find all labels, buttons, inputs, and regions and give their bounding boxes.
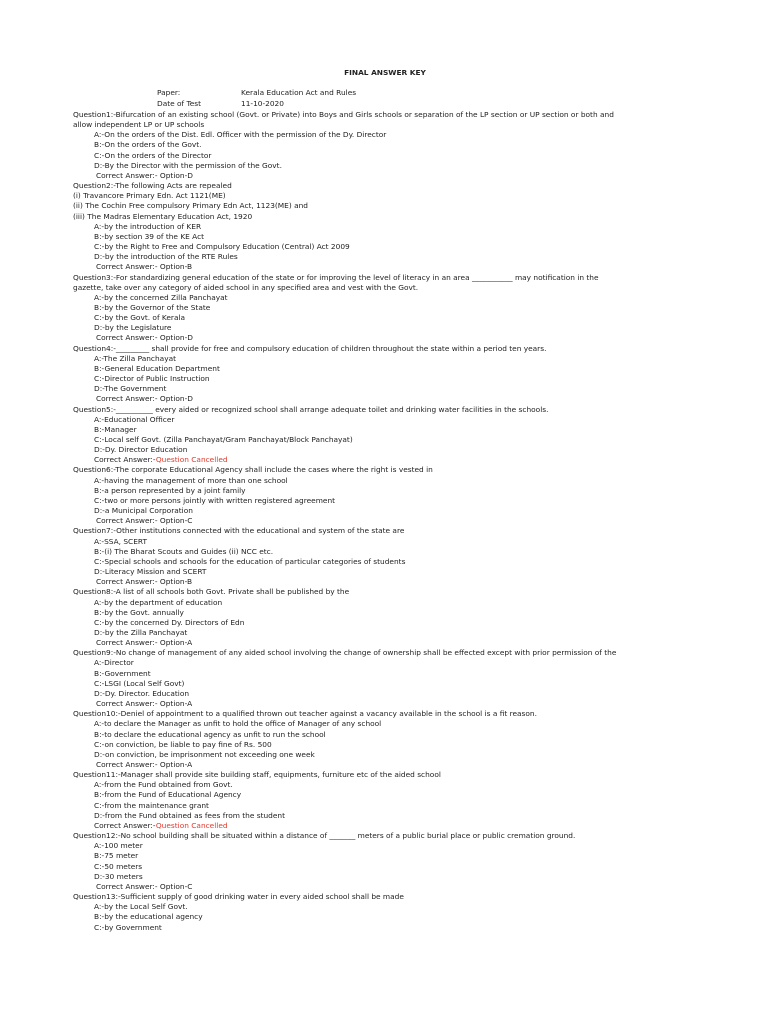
correct-answer-label: Correct Answer:- <box>94 820 156 830</box>
correct-answer-value: Option-D <box>159 333 193 343</box>
correct-answer-value: Option-C <box>159 516 193 526</box>
correct-answer-value: Option-B <box>159 262 193 272</box>
answer-option: B:-to declare the educational agency as unfit to run the school <box>94 729 326 739</box>
answer-option: B:-General Education Department <box>94 363 220 373</box>
correct-answer-label: Correct Answer:- <box>96 760 160 769</box>
correct-answer <box>73 760 685 770</box>
answer-option: D:-from the Fund obtained as fees from the student <box>94 810 285 820</box>
answer-option: A:-SSA, SCERT <box>94 536 147 546</box>
question-text: Question1:-Bifurcation of an existing school (Govt. or Private) into Boys and Girls schools or separation of the LP section or UP section or both and <box>73 110 614 119</box>
answer-option: A:-by the concerned Zilla Panchayat <box>94 292 228 302</box>
answer-option: D:-By the Director with the permission of the Govt. <box>94 160 282 170</box>
answer-option: C:-LSGI (Local Self Govt) <box>94 678 185 688</box>
correct-answer-label: Correct Answer:- <box>96 333 160 343</box>
question-block <box>73 587 685 648</box>
correct-answer-label: Correct Answer:- <box>96 394 160 404</box>
question-text: Question12:-No school building shall be situated within a distance of _______ meters of a public burial place or public cremation ground. <box>73 831 576 841</box>
answer-option: A:-from the Fund obtained from Govt. <box>94 780 233 790</box>
answer-option: D:-by the Zilla Panchayat <box>94 627 188 637</box>
question-text: Question4:-_________ shall provide for free and compulsory education of children throughout the state within a period ten years. <box>73 343 547 353</box>
question-block <box>73 465 685 526</box>
question-block <box>73 770 685 831</box>
answer-option: C:-by Government <box>94 922 162 932</box>
question-text: Question10:-Deniel of appointment to a qualified thrown out teacher against a vacancy available in the school is a fit reason. <box>73 709 537 719</box>
correct-answer-label: Correct Answer:- <box>96 881 160 891</box>
answer-option: A:-by the introduction of KER <box>94 221 202 231</box>
correct-answer-value: Option-A <box>159 638 193 648</box>
answer-option: D:-Dy. Director. Education <box>94 688 190 698</box>
question-text: Question2:-The following Acts are repealed <box>73 181 232 191</box>
date-label: Date of Test <box>157 98 202 108</box>
question-block <box>73 648 685 709</box>
correct-answer-value: Option-B <box>159 577 193 587</box>
answer-option: C:-Director of Public Instruction <box>94 374 210 384</box>
date-value: 11-10-2020 <box>241 98 284 108</box>
question-text: gazette, take over any category of aided school in any specified area and vest with the Govt. <box>73 282 419 292</box>
answer-option: D:-by the introduction of the RTE Rules <box>94 252 238 262</box>
answer-option: A:-100 meter <box>94 841 143 851</box>
answer-option: B:-Government <box>94 668 151 678</box>
question-text: Question13:-Sufficient supply of good drinking water in every aided school shall be made <box>73 892 404 902</box>
document-title: FINAL ANSWER KEY <box>344 68 426 77</box>
answer-option: C:-On the orders of the Director <box>94 150 212 160</box>
correct-answer-label: Correct Answer:- <box>94 455 156 465</box>
answer-option: D:-30 meters <box>94 871 143 881</box>
correct-answer <box>73 577 685 587</box>
answer-option: B:-On the orders of the Govt. <box>94 140 202 150</box>
answer-option: D:-Dy. Director Education <box>94 445 188 455</box>
answer-option: C:-Special schools and schools for the education of particular categories of students <box>94 556 406 566</box>
question-block <box>73 892 685 933</box>
answer-option: D:-on conviction, be imprisonment not exceeding one week <box>94 749 315 759</box>
answer-option: A:-having the management of more than one school <box>94 475 288 485</box>
question-text: (i) Travancore Primary Edn. Act 1121(ME) <box>73 191 226 201</box>
paper-label: Paper: <box>157 88 181 97</box>
correct-answer <box>73 638 685 648</box>
correct-answer <box>73 455 685 465</box>
answer-option: C:-from the maintenance grant <box>94 800 209 810</box>
correct-answer-value: Option-A <box>159 699 193 709</box>
answer-option: A:-On the orders of the Dist. Edl. Officer with the permission of the Dy. Director <box>94 130 387 140</box>
answer-option: B:-75 meter <box>94 851 139 861</box>
answer-option: B:-by the Governor of the State <box>94 302 211 312</box>
answer-option: D:-The Government <box>94 384 167 394</box>
question-text: Question11:-Manager shall provide site building staff, equipments, furniture etc of the aided school <box>73 770 441 780</box>
correct-answer <box>73 333 685 343</box>
question-text: Question7:-Other institutions connected with the educational and system of the state are <box>73 526 405 536</box>
answer-option: A:-The Zilla Panchayat <box>94 353 177 363</box>
correct-answer-label: Correct Answer:- <box>96 638 160 648</box>
answer-option: C:-on conviction, be liable to pay fine of Rs. 500 <box>94 739 272 749</box>
correct-answer <box>73 699 685 709</box>
answer-option: B:-a person represented by a joint family <box>94 485 246 495</box>
paper-value: Kerala Education Act and Rules <box>241 88 357 97</box>
date-row <box>157 99 356 110</box>
answer-option: A:-by the department of education <box>94 597 223 607</box>
correct-answer-label: Correct Answer:- <box>96 262 160 272</box>
correct-answer <box>73 171 685 181</box>
question-block <box>73 709 685 770</box>
correct-answer <box>73 394 685 404</box>
question-block <box>73 273 685 344</box>
correct-answer-label: Correct Answer:- <box>96 577 160 587</box>
answer-option: B:-by the Govt. annually <box>94 607 184 617</box>
correct-answer-value: Option-D <box>159 170 193 180</box>
answer-option: B:-from the Fund of Educational Agency <box>94 790 242 800</box>
answer-option: D:-by the Legislature <box>94 323 172 333</box>
answer-option: B:-by the educational agency <box>94 912 203 922</box>
correct-answer-value: Option-A <box>159 760 193 769</box>
answer-option: C:-by the Govt. of Kerala <box>94 313 186 323</box>
question-text: Question5:-__________ every aided or recognized school shall arrange adequate toilet and drinking water facilities in the schools. <box>73 404 549 414</box>
answer-option: C:-two or more persons jointly with written registered agreement <box>94 495 336 505</box>
answer-option: C:-by the concerned Dy. Directors of Edn <box>94 617 245 627</box>
answer-option: C:-Local self Govt. (Zilla Panchayat/Gram Panchayat/Block Panchayat) <box>94 435 353 444</box>
question-text: Question3:-For standardizing general education of the state or for improving the level of literacy in an area ___________ may notification in the <box>73 272 599 282</box>
correct-answer-label: Correct Answer:- <box>96 170 160 180</box>
paper-row <box>157 88 356 99</box>
answer-option: B:-by section 39 of the KE Act <box>94 231 205 241</box>
question-text: Question6:-The corporate Educational Agency shall include the cases where the right is vested in <box>73 465 433 475</box>
answer-option: A:-Educational Officer <box>94 414 175 424</box>
correct-answer-value: Option-D <box>159 394 193 404</box>
question-text: allow independent LP or UP schools <box>73 120 205 130</box>
question-block <box>73 405 685 466</box>
question-text: Question8:-A list of all schools both Govt. Private shall be published by the <box>73 587 350 597</box>
answer-option: A:-Director <box>94 658 134 668</box>
question-block <box>73 831 685 892</box>
question-block <box>73 181 685 272</box>
correct-answer-label: Correct Answer:- <box>96 516 160 526</box>
answer-option: D:-a Municipal Corporation <box>94 506 193 516</box>
answer-option: B:-(i) The Bharat Scouts and Guides (ii) NCC etc. <box>94 546 274 556</box>
answer-option: C:-by the Right to Free and Compulsory Education (Central) Act 2009 <box>94 242 350 252</box>
correct-answer <box>73 882 685 892</box>
correct-answer <box>73 516 685 526</box>
question-text: (ii) The Cochin Free compulsory Primary Edn Act, 1123(ME) and <box>73 201 308 211</box>
correct-answer-value: Option-C <box>159 881 193 891</box>
question-cancelled-badge: Question Cancelled <box>155 820 228 830</box>
answer-option: C:-50 meters <box>94 861 143 871</box>
question-block <box>73 526 685 587</box>
question-block <box>73 110 685 181</box>
answer-option: B:-Manager <box>94 424 137 434</box>
question-text: (iii) The Madras Elementary Education Act, 1920 <box>73 211 253 221</box>
answer-option: D:-Literacy Mission and SCERT <box>94 567 207 577</box>
correct-answer-label: Correct Answer:- <box>96 699 160 709</box>
question-cancelled-badge: Question Cancelled <box>155 455 228 465</box>
correct-answer <box>73 821 685 831</box>
question-list <box>73 110 685 933</box>
answer-option: A:-by the Local Self Govt. <box>94 902 188 912</box>
answer-option: A:-to declare the Manager as unfit to hold the office of Manager of any school <box>94 719 382 729</box>
correct-answer <box>73 262 685 272</box>
test-meta <box>157 88 356 109</box>
question-text: Question9:-No change of management of any aided school involving the change of ownership shall be effected except with prior permission of the <box>73 648 617 658</box>
question-block <box>73 344 685 405</box>
